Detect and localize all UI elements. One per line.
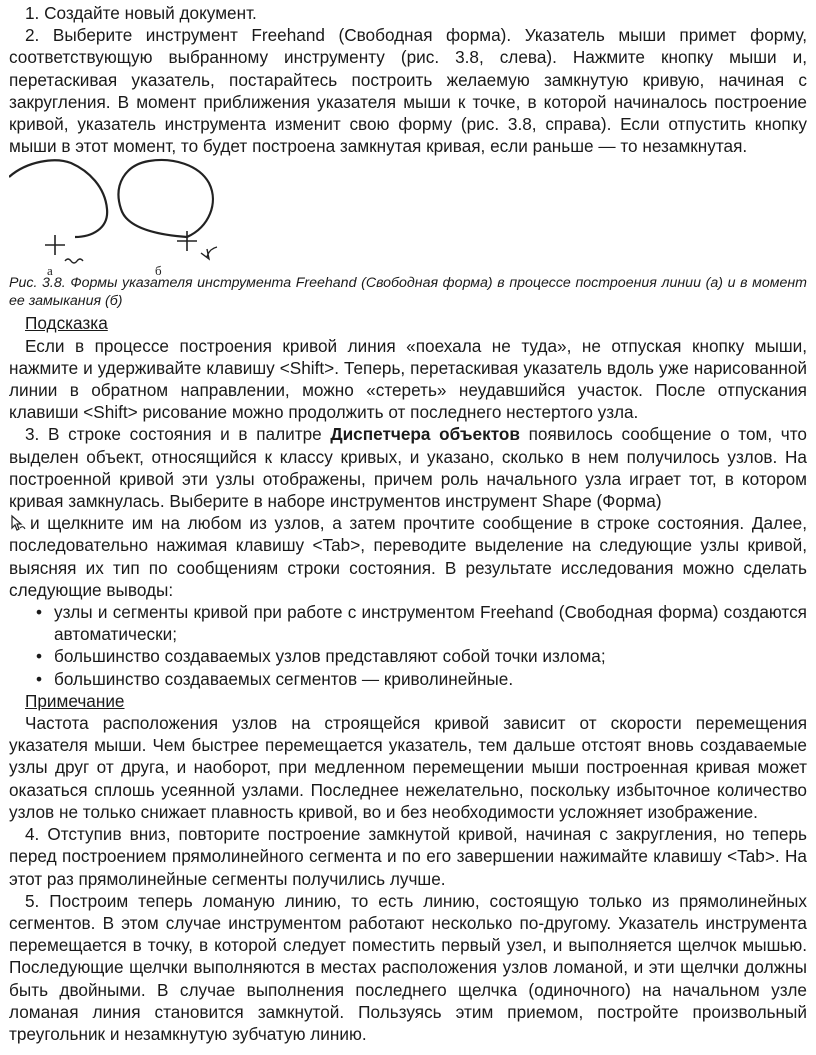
list-item: • большинство создаваемых узлов представляют собой точки излома; bbox=[36, 646, 606, 667]
bullet-icon: • bbox=[36, 668, 43, 689]
step-1-paragraph: 1. Создайте новый документ. bbox=[25, 3, 257, 23]
bullet-icon: • bbox=[36, 602, 43, 623]
hint-paragraph: Если в процессе построения кривой линия «поехала не туда», не отпуская кнопку мыши, нажмите и удерживайте клавишу <Shift>. Теперь, перетаскивая указатель вдоль уже нарисованной линии в обратном направлении, можно «стереть» неудавшийся участок. После отпускания клавиши <Shift> рисование можно продолжить от последнего нестертого узла. bbox=[9, 335, 807, 423]
step-4-paragraph: 4. Отступив вниз, повторите построение замкнутой кривой, начиная с закругления, но теперь перед построением прямолинейного сегмента и по его завершении нажимайте клавишу <Tab>. На этот раз прямолинейные сегменты получились лучше. bbox=[9, 824, 807, 889]
figure-caption: Рис. 3.8. Формы указателя инструмента Freehand (Свободная форма) в процессе построения линии (а) и в момент ее замыкания (б) bbox=[9, 275, 807, 309]
step-3-text-middle: появилось сообщение о том, что выделен объект, относящийся к классу кривых, и указано, сколько в нем получилось узлов. На построенной кривой эти узлы отображены, причем роль начального узла играет тот, в котором кривая замкнулась. Выберите в наборе инструментов инструмент Shape (Форма) bbox=[9, 424, 807, 512]
step-3-continuation bbox=[9, 512, 807, 601]
conclusions-list bbox=[9, 601, 807, 690]
closed-curve-b bbox=[119, 160, 213, 237]
freehand-cursor-illustration bbox=[9, 157, 249, 275]
object-manager-bold: Диспетчера объектов bbox=[330, 424, 520, 445]
figure-label-b: б bbox=[155, 263, 162, 276]
figure-label-a: а bbox=[47, 263, 53, 276]
note-paragraph: Частота расположения узлов на строящейся кривой зависит от скорости перемещения указателя мыши. Чем быстрее перемещается указатель, тем дальше отстоят вновь создаваемые узлы друг от друга, и наоборот, при медленном перемещении мыши построенная кривая может оказаться сплошь усеянной узлами. Последнее нежелательно, поскольку избыточное количество узлов не только снижает плавность кривой, во и без необходимости усложняет изображение. bbox=[9, 713, 807, 822]
open-curve-a bbox=[9, 161, 107, 238]
shape-tool-icon bbox=[9, 514, 27, 532]
crosshair-cursor-icon bbox=[45, 235, 65, 255]
hint-heading: Подсказка bbox=[25, 313, 108, 334]
note-heading: Примечание bbox=[25, 690, 125, 711]
step-2-paragraph: 2. Выберите инструмент Freehand (Свободная форма). Указатель мыши примет форму, соответствующую выбранному инструменту (рис. 3.8, слева). Нажмите кнопку мыши и, перетаскивая указатель, постарайтесь построить желаемую замкнутую кривую, начиная с закругления. В момент приближения указателя мыши к точке, в которой начиналось построение кривой, указатель инструмента изменит свою форму (рис. 3.8, справа). Если отпустить кнопку мыши в этот момент, то будет построена замкнутая кривая, если раньше — то незамкнутая. bbox=[9, 25, 807, 157]
squiggle-icon bbox=[65, 259, 83, 263]
step-3-text-end: и щелкните им на любом из узлов, а затем прочтите сообщение в строке состояния. Далее, последовательно нажимая клавишу <Tab>, переводите выделение на следующие узлы кривой, выясняя их тип по сообщениям строки состояния. В результате исследования можно сделать следующие выводы: bbox=[9, 513, 807, 600]
list-item: • большинство создаваемых сегментов — криволинейные. bbox=[36, 668, 514, 689]
step-3-paragraph bbox=[9, 423, 807, 512]
list-item: • узлы и сегменты кривой при работе с инструментом Freehand (Свободная форма) создаются автоматически; bbox=[36, 602, 807, 645]
figure-3-8 bbox=[9, 157, 807, 275]
step-3-text-start: 3. В строке состояния и в палитре bbox=[25, 424, 331, 445]
bullet-icon: • bbox=[36, 646, 43, 667]
step-5-paragraph: 5. Построим теперь ломаную линию, то есть линию, состоящую только из прямолинейных сегментов. В этом случае инструментом работают несколько по-другому. Указатель инструмента перемещается в точку, в которой следует поместить первый узел, и выполняется щелчок мышью. Последующие щелчки выполняются в местах расположения узлов ломаной, и эти щелчки должны быть двойными. В случае выполнения последнего щелчка (одиночного) на начальном узле ломаная линия становится замкнутой. Пользуясь этим приемом, постройте произвольный треугольник и незамкнутую зубчатую линию. bbox=[9, 890, 807, 1044]
closing-arrow-icon bbox=[201, 247, 217, 259]
